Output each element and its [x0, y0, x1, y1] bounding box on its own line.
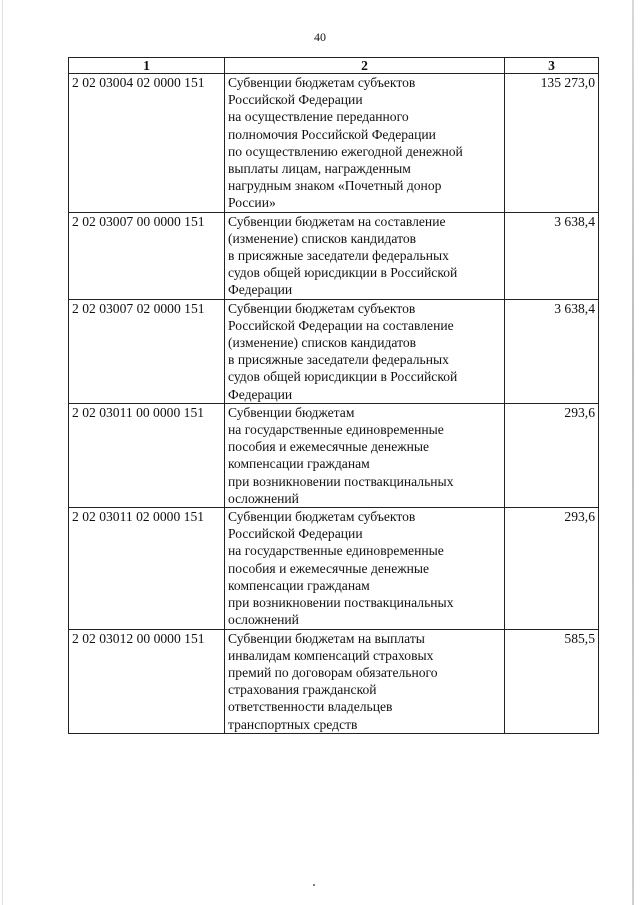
description-line: осложнений: [228, 490, 299, 506]
description-cell: [225, 403, 505, 507]
budget-code-cell: 2 02 03011 00 0000 151: [69, 403, 225, 507]
table-header: [69, 58, 599, 74]
column-header-code: 1: [69, 58, 225, 74]
description-line: пособия и ежемесячные денежные: [228, 560, 430, 576]
amount-cell: 293,6: [505, 403, 599, 507]
amount-cell: 3 638,4: [505, 212, 599, 299]
table-row: [69, 212, 599, 299]
budget-code-cell: 2 02 03011 02 0000 151: [69, 508, 225, 629]
description-line: Субвенции бюджетам: [228, 404, 355, 420]
amount-cell: 293,6: [505, 508, 599, 629]
budget-revenue-table: [68, 57, 599, 734]
table-row: [69, 74, 599, 213]
description-line: компенсации гражданам: [228, 577, 370, 593]
description-line: в присяжные заседатели федеральных: [228, 352, 449, 368]
description-cell: [225, 508, 505, 629]
description-cell: [225, 629, 505, 733]
scan-edge-right: [632, 0, 634, 905]
description-line: (изменение) списков кандидатов: [228, 335, 417, 351]
description-cell: [225, 299, 505, 403]
description-line: Российской Федерации: [228, 526, 363, 542]
description-line: Федерации: [228, 282, 293, 298]
description-line: (изменение) списков кандидатов: [228, 230, 417, 246]
table-row: [69, 508, 599, 629]
description-line: при возникновении поствакцинальных: [228, 473, 454, 489]
table-header-row: [69, 58, 599, 74]
page-number: 40: [314, 30, 326, 44]
description-line: на осуществление переданного: [228, 109, 409, 125]
scan-edge-left: [2, 0, 3, 905]
budget-code-cell: 2 02 03012 00 0000 151: [69, 629, 225, 733]
description-line: страхования гражданской: [228, 682, 377, 698]
description-line: выплаты лицам, награжденным: [228, 161, 411, 177]
column-header-amount: 3: [505, 58, 599, 74]
description-line: транспортных средств: [228, 716, 358, 732]
description-line: Российской Федерации: [228, 92, 363, 108]
scan-speck: [313, 884, 315, 886]
description-line: осложнений: [228, 612, 299, 628]
description-cell: [225, 212, 505, 299]
description-line: Субвенции бюджетам на составление: [228, 213, 446, 229]
description-line: полномочия Российской Федерации: [228, 126, 436, 142]
description-line: компенсации гражданам: [228, 456, 370, 472]
description-line: Субвенции бюджетам субъектов: [228, 509, 416, 525]
description-line: на государственные единовременные: [228, 543, 444, 559]
description-line: судов общей юрисдикции в Российской: [228, 369, 458, 385]
description-line: пособия и ежемесячные денежные: [228, 439, 430, 455]
description-line: России»: [228, 195, 276, 211]
description-line: при возникновении поствакцинальных: [228, 595, 454, 611]
description-line: на государственные единовременные: [228, 422, 444, 438]
budget-code-cell: 2 02 03004 02 0000 151: [69, 74, 225, 213]
budget-code-cell: 2 02 03007 02 0000 151: [69, 299, 225, 403]
amount-cell: 135 273,0: [505, 74, 599, 213]
description-line: судов общей юрисдикции в Российской: [228, 265, 458, 281]
table-row: [69, 403, 599, 507]
table-body: [69, 74, 599, 734]
description-line: ответственности владельцев: [228, 699, 393, 715]
amount-cell: 3 638,4: [505, 299, 599, 403]
description-line: по осуществлению ежегодной денежной: [228, 143, 463, 159]
description-line: Субвенции бюджетам субъектов: [228, 300, 416, 316]
description-line: премий по договорам обязательного: [228, 664, 438, 680]
description-line: в присяжные заседатели федеральных: [228, 248, 449, 264]
description-line: инвалидам компенсаций страховых: [228, 647, 434, 663]
description-line: Российской Федерации на составление: [228, 317, 454, 333]
description-line: Субвенции бюджетам на выплаты: [228, 630, 425, 646]
description-cell: [225, 74, 505, 213]
budget-code-cell: 2 02 03007 00 0000 151: [69, 212, 225, 299]
amount-cell: 585,5: [505, 629, 599, 733]
description-line: нагрудным знаком «Почетный донор: [228, 178, 442, 194]
table-row: [69, 299, 599, 403]
description-line: Субвенции бюджетам субъектов: [228, 75, 416, 90]
table-row: [69, 629, 599, 733]
column-header-description: 2: [225, 58, 505, 74]
description-line: Федерации: [228, 386, 293, 402]
